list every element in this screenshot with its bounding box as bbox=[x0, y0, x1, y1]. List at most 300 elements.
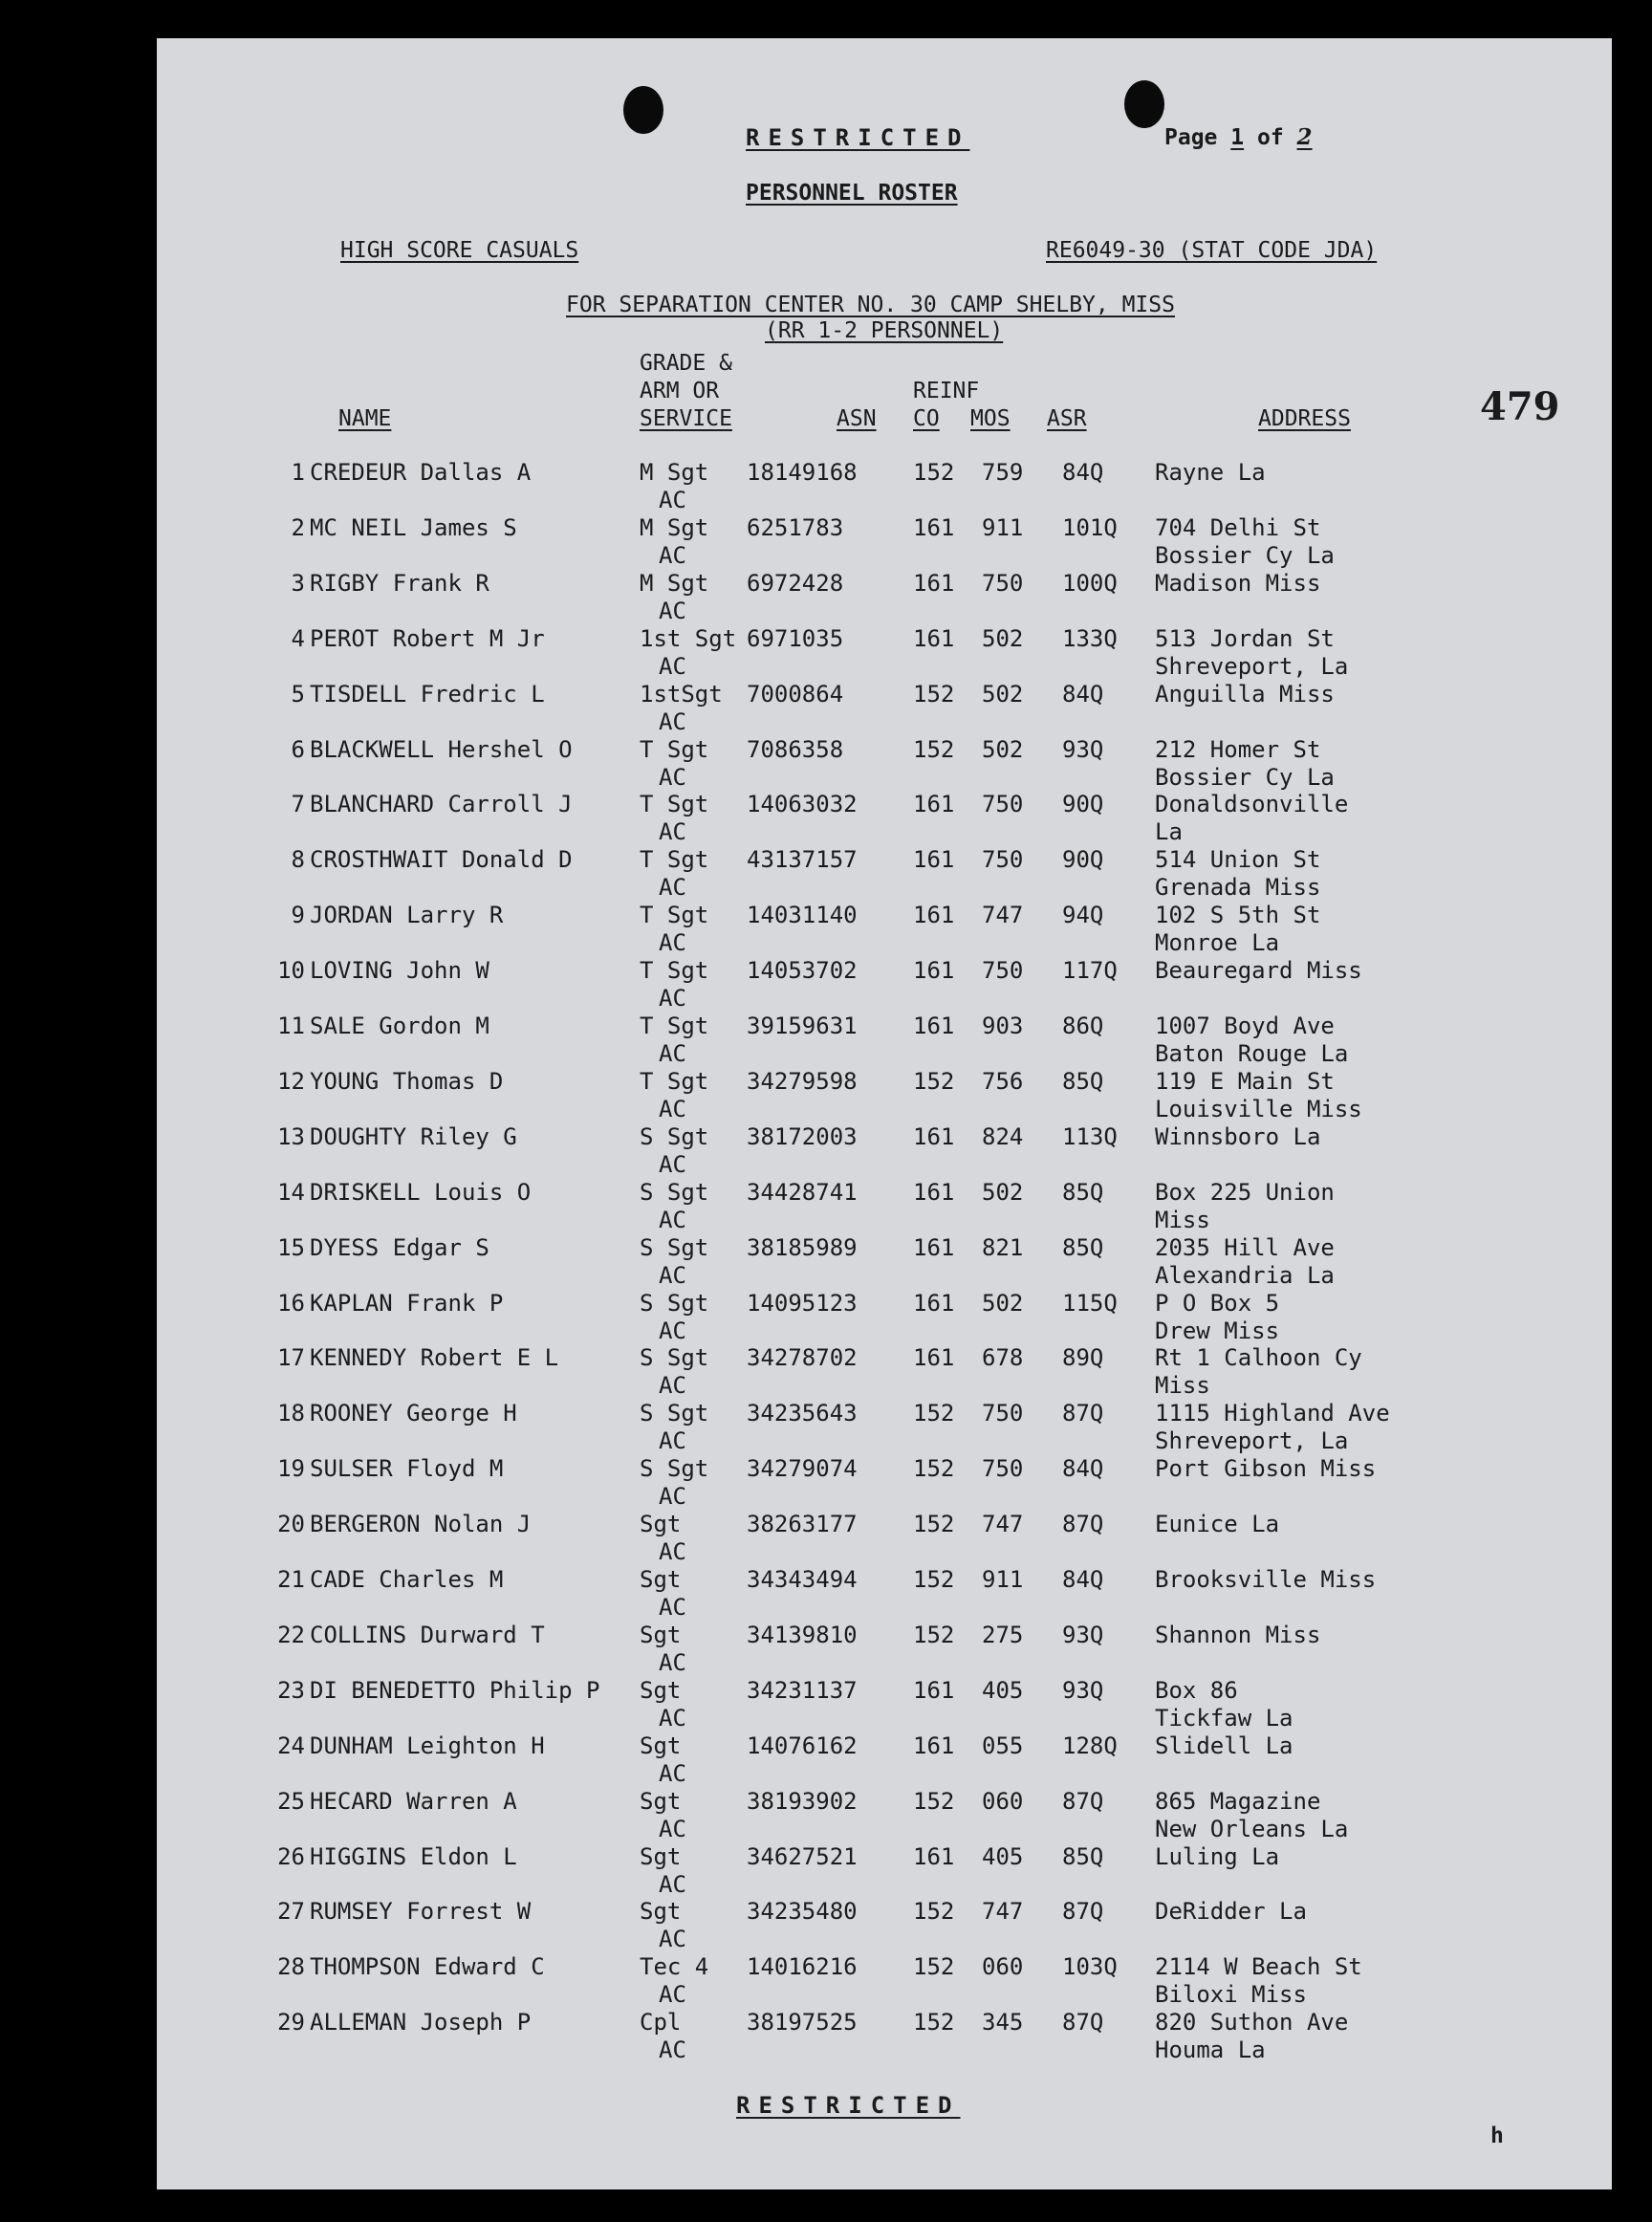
table-row bbox=[157, 2009, 1610, 2064]
address-line1: 119 E Main St bbox=[1155, 1067, 1335, 1095]
member-name: KAPLAN Frank P bbox=[310, 1289, 504, 1317]
asn: 7000864 bbox=[747, 680, 844, 708]
address-line2: Bossier Cy La bbox=[1155, 541, 1335, 569]
address-line1: 1115 Highland Ave bbox=[1155, 1400, 1390, 1427]
table-row bbox=[157, 1179, 1610, 1234]
grade: T Sgt bbox=[640, 1013, 709, 1039]
reinf-co: 161 bbox=[913, 1013, 955, 1039]
table-row bbox=[157, 1677, 1610, 1732]
table-row bbox=[157, 1898, 1610, 1953]
grade: Sgt bbox=[640, 1566, 682, 1593]
member-name: DRISKELL Louis O bbox=[310, 1178, 532, 1206]
asn: 34343494 bbox=[747, 1566, 858, 1593]
address-line2: New Orleans La bbox=[1155, 1815, 1349, 1842]
subgroup: (RR 1-2 PERSONNEL) bbox=[765, 318, 1004, 343]
address-line1: Eunice La bbox=[1155, 1511, 1280, 1538]
table-row bbox=[157, 957, 1610, 1013]
row-number: 13 bbox=[277, 1122, 305, 1150]
col-address: ADDRESS bbox=[1258, 406, 1351, 431]
mos: 911 bbox=[982, 513, 1024, 541]
address-line1: Anguilla Miss bbox=[1155, 680, 1335, 708]
mos: 759 bbox=[982, 459, 1024, 486]
asn: 34235643 bbox=[747, 1400, 858, 1427]
grade: M Sgt bbox=[640, 459, 709, 486]
grade: S Sgt bbox=[640, 1400, 709, 1427]
arm-service: AC bbox=[659, 1594, 686, 1621]
arm-service: AC bbox=[659, 1317, 686, 1344]
table-row bbox=[157, 1234, 1610, 1290]
member-name: BLANCHARD Carroll J bbox=[310, 791, 573, 818]
asn: 6971035 bbox=[747, 624, 844, 652]
grade: S Sgt bbox=[640, 1455, 709, 1483]
asn: 34279598 bbox=[747, 1067, 858, 1095]
address-line2: Grenada Miss bbox=[1155, 874, 1321, 902]
reinf-co: 161 bbox=[913, 624, 955, 652]
grade: S Sgt bbox=[640, 1122, 709, 1150]
arm-service: AC bbox=[659, 874, 686, 902]
punch-hole-left bbox=[623, 86, 663, 134]
row-number: 9 bbox=[291, 902, 305, 929]
row-number: 3 bbox=[291, 569, 305, 597]
mos: 756 bbox=[982, 1067, 1024, 1095]
asr: 90Q bbox=[1062, 791, 1104, 818]
row-number: 22 bbox=[277, 1621, 305, 1648]
member-name: BERGERON Nolan J bbox=[310, 1511, 532, 1538]
row-number: 23 bbox=[277, 1676, 305, 1704]
member-name: ALLEMAN Joseph P bbox=[310, 2009, 532, 2037]
asr: 115Q bbox=[1062, 1289, 1118, 1317]
grade: T Sgt bbox=[640, 902, 709, 929]
address-line2: Alexandria La bbox=[1155, 1261, 1335, 1289]
reinf-co: 161 bbox=[913, 569, 955, 597]
reinf-co: 161 bbox=[913, 846, 955, 874]
address-line1: 1007 Boyd Ave bbox=[1155, 1013, 1335, 1039]
address-line1: Rayne La bbox=[1155, 459, 1266, 486]
address-line1: Rt 1 Calhoon Cy bbox=[1155, 1344, 1362, 1372]
arm-service: AC bbox=[659, 929, 686, 957]
address-line2: Tickfaw La bbox=[1155, 1704, 1293, 1732]
reinf-co: 161 bbox=[913, 1676, 955, 1704]
member-name: DUNHAM Leighton H bbox=[310, 1732, 545, 1759]
arm-service: AC bbox=[659, 1704, 686, 1732]
asr: 85Q bbox=[1062, 1178, 1104, 1206]
reinf-co: 152 bbox=[913, 1511, 955, 1538]
reinf-co: 161 bbox=[913, 1122, 955, 1150]
arm-service: AC bbox=[659, 1150, 686, 1178]
address-line2: Miss bbox=[1155, 1372, 1210, 1400]
grade: Sgt bbox=[640, 1676, 682, 1704]
footer-mark: h bbox=[1490, 2124, 1504, 2148]
reinf-co: 161 bbox=[913, 1289, 955, 1317]
member-name: HIGGINS Eldon L bbox=[310, 1842, 517, 1870]
grade: Sgt bbox=[640, 1787, 682, 1815]
restricted-heading: RESTRICTED bbox=[746, 124, 970, 151]
address-line2: Monroe La bbox=[1155, 929, 1280, 957]
member-name: PEROT Robert M Jr bbox=[310, 624, 545, 652]
table-row bbox=[157, 1732, 1610, 1788]
address-line1: Slidell La bbox=[1155, 1732, 1293, 1759]
asn: 14053702 bbox=[747, 957, 858, 985]
asr: 90Q bbox=[1062, 846, 1104, 874]
row-number: 11 bbox=[277, 1013, 305, 1039]
arm-service: AC bbox=[659, 1427, 686, 1455]
mos: 911 bbox=[982, 1566, 1024, 1593]
arm-service: AC bbox=[659, 763, 686, 791]
table-row bbox=[157, 1290, 1610, 1345]
mos: 405 bbox=[982, 1676, 1024, 1704]
asn: 39159631 bbox=[747, 1013, 858, 1039]
destination: FOR SEPARATION CENTER NO. 30 CAMP SHELBY, MISS bbox=[566, 293, 1175, 317]
member-name: COLLINS Durward T bbox=[310, 1621, 545, 1648]
asn: 6251783 bbox=[747, 513, 844, 541]
member-name: YOUNG Thomas D bbox=[310, 1067, 504, 1095]
address-line1: 2035 Hill Ave bbox=[1155, 1233, 1335, 1261]
asn: 34278702 bbox=[747, 1344, 858, 1372]
address-line2: La bbox=[1155, 818, 1183, 846]
address-line1: 865 Magazine bbox=[1155, 1787, 1321, 1815]
col-mos: MOS bbox=[970, 406, 1011, 431]
grade: Tec 4 bbox=[640, 1953, 709, 1981]
asr: 84Q bbox=[1062, 680, 1104, 708]
roster-page bbox=[157, 38, 1612, 2189]
table-row bbox=[157, 1068, 1610, 1123]
reinf-co: 161 bbox=[913, 791, 955, 818]
arm-service: AC bbox=[659, 1759, 686, 1787]
address-line1: DeRidder La bbox=[1155, 1898, 1307, 1926]
reinf-co: 152 bbox=[913, 1787, 955, 1815]
mos: 750 bbox=[982, 846, 1024, 874]
grade: T Sgt bbox=[640, 957, 709, 985]
arm-service: AC bbox=[659, 1206, 686, 1233]
table-row bbox=[157, 846, 1610, 902]
row-number: 20 bbox=[277, 1511, 305, 1538]
table-row bbox=[157, 791, 1610, 846]
asn: 43137157 bbox=[747, 846, 858, 874]
address-line1: P O Box 5 bbox=[1155, 1289, 1280, 1317]
address-line2: Shreveport, La bbox=[1155, 1427, 1349, 1455]
member-name: LOVING John W bbox=[310, 957, 489, 985]
mos: 502 bbox=[982, 624, 1024, 652]
asr: 117Q bbox=[1062, 957, 1118, 985]
grade: M Sgt bbox=[640, 569, 709, 597]
asr: 103Q bbox=[1062, 1953, 1118, 1981]
member-name: ROONEY George H bbox=[310, 1400, 517, 1427]
address-line1: Port Gibson Miss bbox=[1155, 1455, 1377, 1483]
page-label: Page bbox=[1164, 125, 1218, 150]
row-number: 2 bbox=[291, 513, 305, 541]
address-line2: Bossier Cy La bbox=[1155, 763, 1335, 791]
member-name: DOUGHTY Riley G bbox=[310, 1122, 517, 1150]
mos: 747 bbox=[982, 1511, 1024, 1538]
address-line1: Brooksville Miss bbox=[1155, 1566, 1377, 1593]
table-row bbox=[157, 1400, 1610, 1455]
grade: T Sgt bbox=[640, 791, 709, 818]
row-number: 12 bbox=[277, 1067, 305, 1095]
row-number: 6 bbox=[291, 735, 305, 763]
grade: T Sgt bbox=[640, 846, 709, 874]
address-line1: Donaldsonville bbox=[1155, 791, 1349, 818]
asr: 133Q bbox=[1062, 624, 1118, 652]
member-name: SALE Gordon M bbox=[310, 1013, 489, 1039]
asn: 34139810 bbox=[747, 1621, 858, 1648]
mos: 750 bbox=[982, 957, 1024, 985]
mos: 747 bbox=[982, 1898, 1024, 1926]
asr: 84Q bbox=[1062, 1455, 1104, 1483]
grade: M Sgt bbox=[640, 513, 709, 541]
sheet-number: 479 bbox=[1480, 384, 1560, 429]
grade: S Sgt bbox=[640, 1178, 709, 1206]
address-line2: Shreveport, La bbox=[1155, 652, 1349, 680]
member-name: RIGBY Frank R bbox=[310, 569, 489, 597]
mos: 275 bbox=[982, 1621, 1024, 1648]
table-row bbox=[157, 902, 1610, 957]
asr: 93Q bbox=[1062, 735, 1104, 763]
reinf-co: 161 bbox=[913, 513, 955, 541]
asr: 84Q bbox=[1062, 459, 1104, 486]
asr: 85Q bbox=[1062, 1233, 1104, 1261]
row-number: 21 bbox=[277, 1566, 305, 1593]
asn: 34428741 bbox=[747, 1178, 858, 1206]
address-line1: Winnsboro La bbox=[1155, 1122, 1321, 1150]
row-number: 10 bbox=[277, 957, 305, 985]
asn: 38263177 bbox=[747, 1511, 858, 1538]
arm-service: AC bbox=[659, 1870, 686, 1898]
col-co: CO bbox=[913, 406, 940, 431]
address-line1: 820 Suthon Ave bbox=[1155, 2009, 1349, 2037]
reinf-co: 152 bbox=[913, 1621, 955, 1648]
grade: Sgt bbox=[640, 1842, 682, 1870]
row-number: 7 bbox=[291, 791, 305, 818]
page-number: 1 bbox=[1230, 125, 1245, 150]
row-number: 8 bbox=[291, 846, 305, 874]
roster-title: PERSONNEL ROSTER bbox=[746, 181, 958, 206]
mos: 060 bbox=[982, 1787, 1024, 1815]
restricted-footer: RESTRICTED bbox=[736, 2092, 961, 2119]
asr: 128Q bbox=[1062, 1732, 1118, 1759]
address-line1: 102 S 5th St bbox=[1155, 902, 1321, 929]
mos: 678 bbox=[982, 1344, 1024, 1372]
asr: 87Q bbox=[1062, 1787, 1104, 1815]
asn: 34279074 bbox=[747, 1455, 858, 1483]
address-line2: Baton Rouge La bbox=[1155, 1040, 1349, 1067]
member-name: JORDAN Larry R bbox=[310, 902, 504, 929]
arm-service: AC bbox=[659, 2037, 686, 2064]
mos: 502 bbox=[982, 1289, 1024, 1317]
asr: 93Q bbox=[1062, 1621, 1104, 1648]
arm-service: AC bbox=[659, 985, 686, 1013]
table-row bbox=[157, 459, 1610, 514]
mos: 405 bbox=[982, 1842, 1024, 1870]
arm-service: AC bbox=[659, 1926, 686, 1953]
row-number: 19 bbox=[277, 1455, 305, 1483]
asn: 14016216 bbox=[747, 1953, 858, 1981]
address-line1: 704 Delhi St bbox=[1155, 513, 1321, 541]
mos: 750 bbox=[982, 1400, 1024, 1427]
asn: 6972428 bbox=[747, 569, 844, 597]
mos: 750 bbox=[982, 569, 1024, 597]
table-row bbox=[157, 681, 1610, 736]
asr: 93Q bbox=[1062, 1676, 1104, 1704]
mos: 345 bbox=[982, 2009, 1024, 2037]
row-number: 26 bbox=[277, 1842, 305, 1870]
member-name: SULSER Floyd M bbox=[310, 1455, 504, 1483]
mos: 502 bbox=[982, 1178, 1024, 1206]
address-line2: Houma La bbox=[1155, 2037, 1266, 2064]
row-number: 15 bbox=[277, 1233, 305, 1261]
grade: Cpl bbox=[640, 2009, 682, 2037]
member-name: RUMSEY Forrest W bbox=[310, 1898, 532, 1926]
address-line1: Madison Miss bbox=[1155, 569, 1321, 597]
grade: S Sgt bbox=[640, 1344, 709, 1372]
table-row bbox=[157, 1843, 1610, 1899]
group-name: HIGH SCORE CASUALS bbox=[340, 238, 579, 263]
table-row bbox=[157, 1511, 1610, 1566]
asr: 101Q bbox=[1062, 513, 1118, 541]
mos: 750 bbox=[982, 1455, 1024, 1483]
mos: 502 bbox=[982, 680, 1024, 708]
address-line1: 2114 W Beach St bbox=[1155, 1953, 1362, 1981]
row-number: 28 bbox=[277, 1953, 305, 1981]
asr: 85Q bbox=[1062, 1067, 1104, 1095]
grade: Sgt bbox=[640, 1511, 682, 1538]
reinf-co: 161 bbox=[913, 957, 955, 985]
member-name: DYESS Edgar S bbox=[310, 1233, 489, 1261]
asr: 94Q bbox=[1062, 902, 1104, 929]
asn: 34235480 bbox=[747, 1898, 858, 1926]
member-name: CROSTHWAIT Donald D bbox=[310, 846, 573, 874]
row-number: 17 bbox=[277, 1344, 305, 1372]
table-row bbox=[157, 736, 1610, 792]
arm-service: AC bbox=[659, 1372, 686, 1400]
table-row bbox=[157, 514, 1610, 570]
page-indicator bbox=[1164, 124, 1313, 151]
member-name: THOMPSON Edward C bbox=[310, 1953, 545, 1981]
address-line1: 514 Union St bbox=[1155, 846, 1321, 874]
arm-service: AC bbox=[659, 1261, 686, 1289]
member-name: BLACKWELL Hershel O bbox=[310, 735, 573, 763]
asr: 87Q bbox=[1062, 1400, 1104, 1427]
asn: 14063032 bbox=[747, 791, 858, 818]
grade: S Sgt bbox=[640, 1289, 709, 1317]
reinf-co: 152 bbox=[913, 1898, 955, 1926]
col-grade-line3: SERVICE bbox=[640, 406, 732, 431]
row-number: 4 bbox=[291, 624, 305, 652]
table-row bbox=[157, 1455, 1610, 1511]
mos: 903 bbox=[982, 1013, 1024, 1039]
member-name: CADE Charles M bbox=[310, 1566, 504, 1593]
punch-hole-right bbox=[1124, 80, 1164, 128]
col-grade-line2: ARM OR bbox=[640, 379, 720, 403]
reinf-co: 161 bbox=[913, 1842, 955, 1870]
asr: 87Q bbox=[1062, 2009, 1104, 2037]
row-number: 14 bbox=[277, 1178, 305, 1206]
table-row bbox=[157, 1953, 1610, 2009]
reinf-co: 152 bbox=[913, 735, 955, 763]
asn: 7086358 bbox=[747, 735, 844, 763]
grade: Sgt bbox=[640, 1621, 682, 1648]
member-name: MC NEIL James S bbox=[310, 513, 517, 541]
table-row bbox=[157, 1566, 1610, 1622]
mos: 824 bbox=[982, 1122, 1024, 1150]
reinf-co: 161 bbox=[913, 1732, 955, 1759]
col-grade-line1: GRADE & bbox=[640, 351, 732, 376]
asn: 14095123 bbox=[747, 1289, 858, 1317]
address-line1: Box 86 bbox=[1155, 1676, 1238, 1704]
mos: 060 bbox=[982, 1953, 1024, 1981]
asr: 87Q bbox=[1062, 1898, 1104, 1926]
mos: 750 bbox=[982, 791, 1024, 818]
arm-service: AC bbox=[659, 1483, 686, 1511]
arm-service: AC bbox=[659, 708, 686, 735]
member-name: DI BENEDETTO Philip P bbox=[310, 1676, 600, 1704]
asn: 18149168 bbox=[747, 459, 858, 486]
reinf-co: 152 bbox=[913, 1455, 955, 1483]
reinf-co: 152 bbox=[913, 459, 955, 486]
address-line1: 212 Homer St bbox=[1155, 735, 1321, 763]
reinf-co: 161 bbox=[913, 1233, 955, 1261]
table-row bbox=[157, 625, 1610, 681]
asr: 113Q bbox=[1062, 1122, 1118, 1150]
arm-service: AC bbox=[659, 541, 686, 569]
table-row bbox=[157, 570, 1610, 625]
arm-service: AC bbox=[659, 1648, 686, 1676]
arm-service: AC bbox=[659, 597, 686, 624]
asn: 38197525 bbox=[747, 2009, 858, 2037]
arm-service: AC bbox=[659, 1040, 686, 1067]
col-asn: ASN bbox=[837, 406, 877, 431]
address-line1: Beauregard Miss bbox=[1155, 957, 1362, 985]
member-name: TISDELL Fredric L bbox=[310, 680, 545, 708]
of-label: of bbox=[1256, 125, 1284, 150]
asr: 84Q bbox=[1062, 1566, 1104, 1593]
arm-service: AC bbox=[659, 1095, 686, 1122]
col-asr: ASR bbox=[1047, 406, 1087, 431]
col-reinf: REINF bbox=[913, 379, 980, 403]
mos: 747 bbox=[982, 902, 1024, 929]
arm-service: AC bbox=[659, 1981, 686, 2009]
asn: 38193902 bbox=[747, 1787, 858, 1815]
asn: 14076162 bbox=[747, 1732, 858, 1759]
table-row bbox=[157, 1622, 1610, 1677]
row-number: 16 bbox=[277, 1289, 305, 1317]
table-row bbox=[157, 1013, 1610, 1068]
reinf-co: 152 bbox=[913, 1400, 955, 1427]
reinf-co: 161 bbox=[913, 1344, 955, 1372]
arm-service: AC bbox=[659, 818, 686, 846]
grade: Sgt bbox=[640, 1732, 682, 1759]
grade: T Sgt bbox=[640, 1067, 709, 1095]
reinf-co: 152 bbox=[913, 1953, 955, 1981]
asn: 38185989 bbox=[747, 1233, 858, 1261]
address-line2: Louisville Miss bbox=[1155, 1095, 1362, 1122]
mos: 502 bbox=[982, 735, 1024, 763]
reinf-co: 152 bbox=[913, 2009, 955, 2037]
reinf-co: 152 bbox=[913, 680, 955, 708]
row-number: 25 bbox=[277, 1787, 305, 1815]
member-name: KENNEDY Robert E L bbox=[310, 1344, 559, 1372]
reinf-co: 152 bbox=[913, 1566, 955, 1593]
row-number: 29 bbox=[277, 2009, 305, 2037]
address-line2: Miss bbox=[1155, 1206, 1210, 1233]
table-row bbox=[157, 1123, 1610, 1179]
grade: Sgt bbox=[640, 1898, 682, 1926]
grade: 1st Sgt bbox=[640, 624, 737, 652]
asr: 100Q bbox=[1062, 569, 1118, 597]
arm-service: AC bbox=[659, 1815, 686, 1842]
address-line2: Drew Miss bbox=[1155, 1317, 1280, 1344]
address-line1: Luling La bbox=[1155, 1842, 1280, 1870]
grade: 1stSgt bbox=[640, 680, 723, 708]
